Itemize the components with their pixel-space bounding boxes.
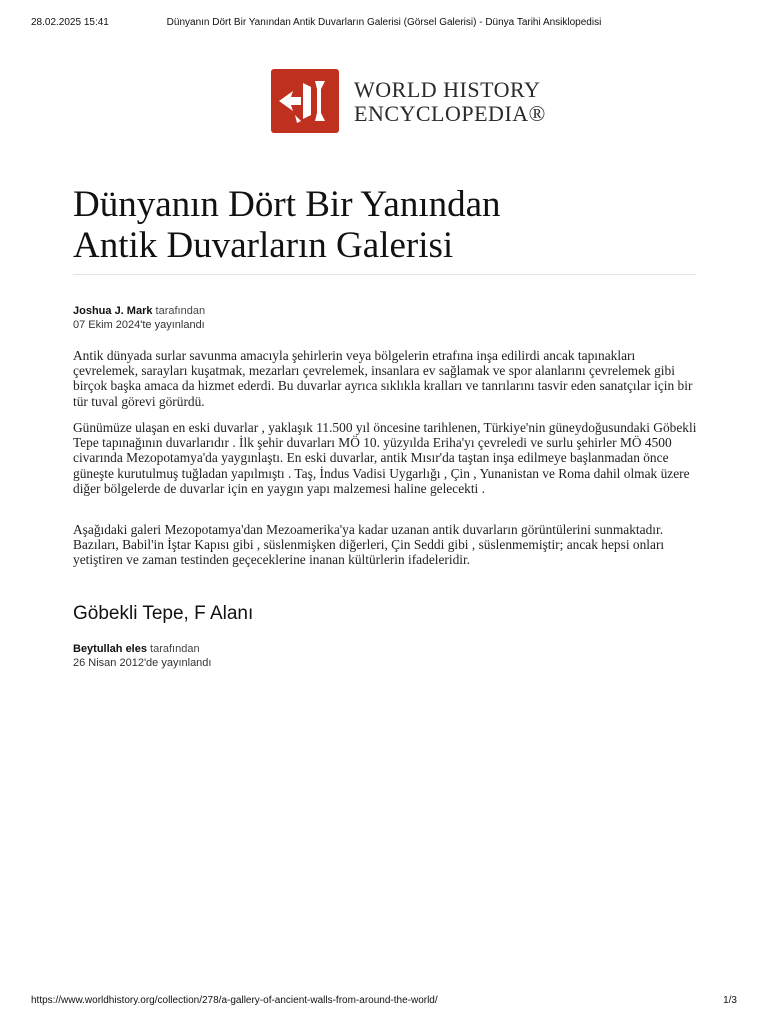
- gallery-item-byline: [73, 643, 211, 670]
- logo-wordmark: [354, 78, 564, 126]
- article-title-line-1: Dünyanın Dört Bir Yanından: [73, 184, 501, 225]
- gallery-item-by-text: tarafından: [150, 643, 200, 655]
- article-paragraph-1: [73, 348, 698, 409]
- print-header: [0, 17, 768, 31]
- logo-line-1: WORLD HISTORY: [354, 77, 541, 102]
- article-title: [73, 184, 703, 266]
- gallery-item-author-link[interactable]: Beytullah eles: [73, 643, 147, 655]
- article-author-link[interactable]: Joshua J. Mark: [73, 305, 153, 317]
- print-page-title: Dünyanın Dört Bir Yanından Antik Duvarların Galerisi (Görsel Galerisi) - Dünya Tarihi Ansiklopedisi: [166, 17, 602, 28]
- article-title-line-2: Antik Duvarların Galerisi: [73, 225, 454, 266]
- print-page-number: 1/3: [723, 995, 737, 1006]
- article-paragraph-3: [73, 522, 698, 568]
- gallery-item-published-date: 26 Nisan 2012'de yayınlandı: [73, 656, 212, 669]
- print-url: https://www.worldhistory.org/collection/278/a-gallery-of-ancient-walls-from-around-the-world/: [31, 995, 438, 1006]
- logo-line-2: ENCYCLOPEDIA®: [354, 101, 546, 126]
- site-logo[interactable]: [271, 69, 561, 135]
- article-byline: [73, 305, 205, 332]
- print-footer: [0, 995, 768, 1009]
- article-by-text: tarafından: [155, 305, 206, 317]
- paragraph-text: Günümüze ulaşan en eski duvarlar , yaklaşık 11.500 yıl öncesine tarihlenen, Türkiye'nin güneydoğusundaki Göbekli Tepe tapınağının duvarlarıdır . İlk şehir duvarları MÖ 10. yüzyılda Eriha'yı çevreledi ve surlu şehirler MÖ 4500 civarında Mezopotamya'da yaygınlaştı. En eski duvarlar, antik Mısır'da taştan inşa edilmeye başlanmadan önce güneşte kurutulmuş tuğladan yapılmıştı . Taş, İndus Vadisi Uygarlığı , Çin , Yunanistan ve Roma dahil olmak üzere diğer bölgelerde de duvarlar için en yaygın yapı malzemesi haline gelecekti .: [73, 420, 697, 496]
- paragraph-text: Antik dünyada surlar savunma amacıyla şehirlerin veya bölgelerin etrafına inşa edilirdi ancak tapınakları çevrelemek, sarayları kuşatmak, mezarları çevrelemek, insanlara ev sağlamak ve spor alanlarını çevrelemek gibi birçok başka amaca da hizmet ederdi. Bu duvarlar ayrıca sıklıkla kralları ve tanrılarını tasvir eden sanatçılar için bir tür tuval görevi görürdü.: [73, 348, 693, 409]
- article-published-date: 07 Ekim 2024'te yayınlandı: [73, 318, 205, 331]
- print-date: 28.02.2025 15:41: [31, 17, 109, 28]
- article-paragraph-2: [73, 420, 698, 496]
- title-divider: [73, 274, 696, 275]
- world-history-encyclopedia-logo-icon: [271, 69, 339, 133]
- gallery-item-heading: Göbekli Tepe, F Alanı: [73, 603, 254, 624]
- paragraph-text: Aşağıdaki galeri Mezopotamya'dan Mezoamerika'ya kadar uzanan antik duvarların görüntülerini sunmaktadır. Bazıları, Babil'in İştar Kapısı gibi , süslenmişken diğerleri, Çin Seddi gibi , süslenmemiştir; ancak hepsi onları yetiştiren ve zaman testinden geçeceklerine inanan kültürlerin ifadeleridir.: [73, 522, 665, 568]
